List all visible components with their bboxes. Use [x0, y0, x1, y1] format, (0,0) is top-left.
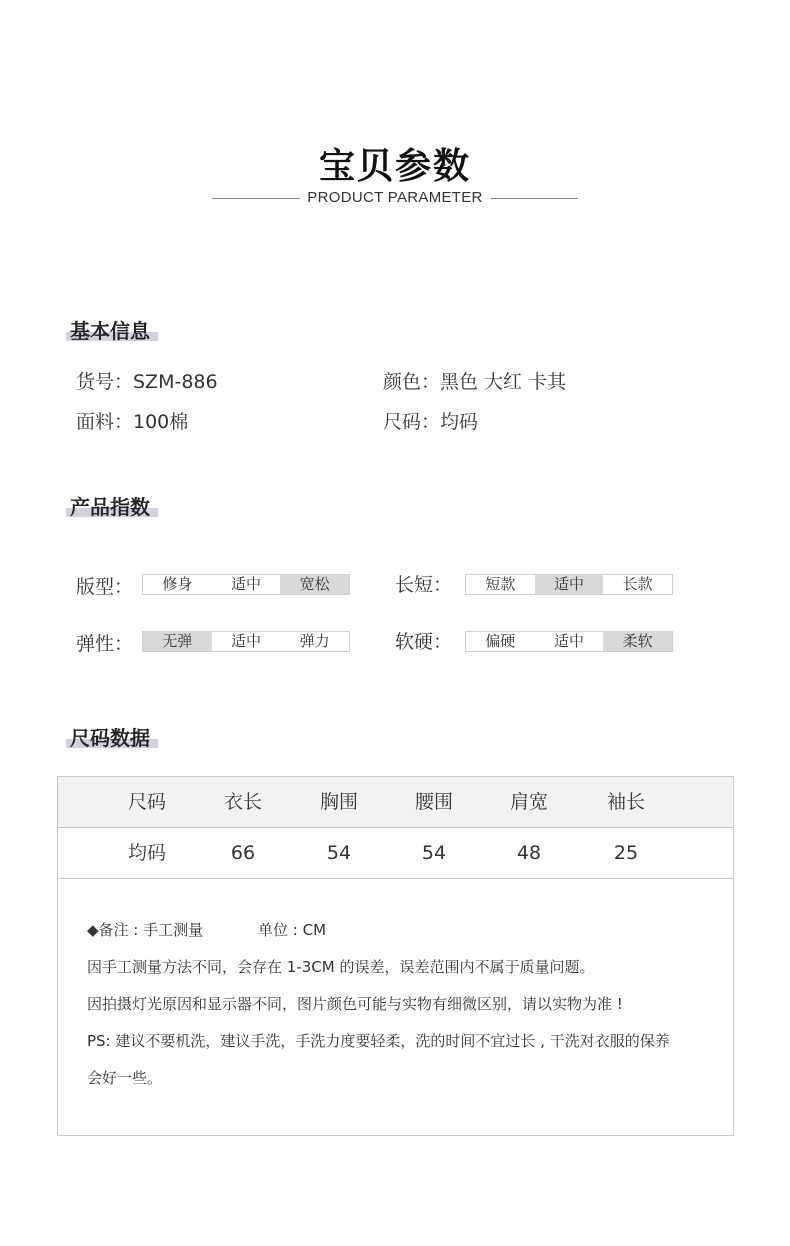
length-scale: [465, 574, 673, 595]
softness-option: 适中: [554, 632, 585, 650]
length-option: 短款: [485, 575, 516, 593]
softness-option: 偏硬: [485, 632, 516, 650]
note-line: 因手工测量方法不同，会存在 1-3CM 的误差，误差范围内不属于质量问题。: [87, 958, 595, 976]
length-option: 适中: [535, 575, 604, 594]
table-header-cell: 衣长: [223, 791, 262, 813]
note-unit: 单位 : CM: [258, 921, 327, 939]
note-line: PS: 建议不要机洗，建议手洗，手洗力度要轻柔，洗的时间不宜过长 , 干洗对衣服的保养: [87, 1032, 670, 1050]
subtitle-row: [0, 189, 790, 209]
table-header-cell: 腰围: [414, 791, 453, 813]
table-cell: 均码: [127, 842, 166, 864]
elasticity-scale: [142, 631, 350, 652]
note-line: 会好一些。: [87, 1069, 163, 1087]
fit-scale: [142, 574, 350, 595]
size: 尺码：均码: [383, 411, 479, 433]
subtitle-divider-right: [491, 198, 578, 199]
fit-option: 适中: [231, 575, 262, 593]
table-header-row: [58, 777, 733, 828]
softness-label: 软硬：: [395, 631, 453, 653]
table-cell: 25: [613, 842, 639, 864]
page-subtitle: PRODUCT PARAMETER: [307, 189, 483, 206]
table-header-cell: 肩宽: [509, 791, 548, 813]
fabric: 面料：100棉: [76, 411, 189, 433]
softness-scale: [465, 631, 673, 652]
note-line: 因拍摄灯光原因和显示器不同，图片颜色可能与实物有细微区别，请以实物为准 !: [87, 995, 623, 1013]
length-option: 长款: [622, 575, 653, 593]
page-title: 宝贝参数: [318, 146, 471, 187]
elasticity-option: 无弹: [143, 632, 212, 651]
softness-option: 柔软: [603, 632, 672, 651]
fit-option: 修身: [162, 575, 193, 593]
section-title: 基本信息: [70, 319, 150, 343]
fit-label: 版型：: [76, 576, 134, 598]
elasticity-option: 适中: [231, 632, 262, 650]
table-header-cell: 胸围: [319, 791, 358, 813]
table-cell: 48: [516, 842, 542, 864]
section-title: 尺码数据: [70, 726, 150, 750]
table-header-cell: 袖长: [606, 791, 645, 813]
elasticity-option: 弹力: [299, 632, 330, 650]
table-row: [58, 828, 733, 879]
section-title: 产品指数: [70, 495, 150, 519]
size-table: [57, 776, 734, 1136]
note-remark: ◆备注 : 手工测量: [87, 921, 204, 939]
table-cell: 66: [230, 842, 256, 864]
table-cell: 54: [326, 842, 352, 864]
table-cell: 54: [421, 842, 447, 864]
length-label: 长短：: [395, 574, 453, 596]
fit-option: 宽松: [280, 575, 349, 594]
color-options: 颜色：黑色 大红 卡其: [383, 371, 567, 393]
elasticity-label: 弹性：: [76, 633, 134, 655]
item-number: 货号：SZM-886: [76, 371, 218, 393]
table-header-cell: 尺码: [127, 791, 166, 813]
